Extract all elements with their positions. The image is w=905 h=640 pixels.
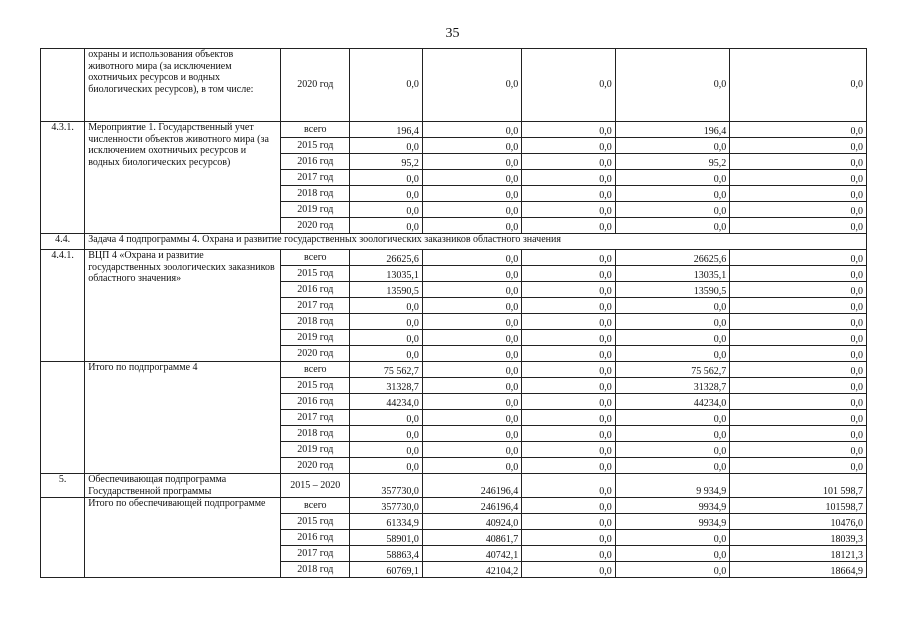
period-cell: 2020 год	[281, 458, 350, 474]
value-cell: 10476,0	[730, 514, 867, 530]
value-cell: 0,0	[730, 154, 867, 170]
period-cell: 2017 год	[281, 298, 350, 314]
period-cell: 2020 год	[281, 49, 350, 122]
period-cell: всего	[281, 122, 350, 138]
period-cell: 2017 год	[281, 170, 350, 186]
value-cell: 0,0	[350, 330, 422, 346]
row-code	[41, 362, 85, 474]
value-cell: 0,0	[422, 250, 521, 266]
value-cell: 357730,0	[350, 474, 422, 498]
value-cell: 0,0	[730, 426, 867, 442]
value-cell: 0,0	[422, 170, 521, 186]
value-cell: 0,0	[730, 458, 867, 474]
value-cell: 0,0	[730, 170, 867, 186]
value-cell: 0,0	[730, 138, 867, 154]
row-name: Мероприятие 1. Государственный учет численности объектов животного мира (за исключением охотничьих ресурсов и водных биологических ресурсов)	[85, 122, 281, 234]
value-cell: 246196,4	[422, 498, 521, 514]
value-cell: 0,0	[422, 330, 521, 346]
value-cell: 0,0	[615, 170, 730, 186]
value-cell: 0,0	[350, 458, 422, 474]
value-cell: 18121,3	[730, 546, 867, 562]
value-cell: 40742,1	[422, 546, 521, 562]
period-cell: 2019 год	[281, 442, 350, 458]
row-name: Итого по обеспечивающей подпрограмме	[85, 498, 281, 578]
value-cell: 0,0	[522, 458, 615, 474]
row-code: 5.	[41, 474, 85, 498]
value-cell: 0,0	[350, 202, 422, 218]
value-cell: 0,0	[422, 458, 521, 474]
value-cell: 0,0	[615, 546, 730, 562]
value-cell: 196,4	[615, 122, 730, 138]
value-cell: 0,0	[422, 410, 521, 426]
value-cell: 18664,9	[730, 562, 867, 578]
value-cell: 0,0	[615, 346, 730, 362]
period-cell: 2018 год	[281, 314, 350, 330]
value-cell: 0,0	[522, 154, 615, 170]
value-cell: 0,0	[350, 314, 422, 330]
value-cell: 0,0	[615, 298, 730, 314]
value-cell: 0,0	[422, 394, 521, 410]
value-cell: 0,0	[422, 346, 521, 362]
table-row	[41, 250, 867, 266]
value-cell: 101598,7	[730, 498, 867, 514]
value-cell: 0,0	[350, 170, 422, 186]
value-cell: 9934,9	[615, 498, 730, 514]
value-cell: 0,0	[422, 186, 521, 202]
value-cell: 95,2	[615, 154, 730, 170]
value-cell: 0,0	[615, 202, 730, 218]
table-row	[41, 498, 867, 514]
period-cell: 2020 год	[281, 218, 350, 234]
value-cell: 0,0	[422, 378, 521, 394]
value-cell: 0,0	[730, 202, 867, 218]
value-cell: 13590,5	[350, 282, 422, 298]
value-cell: 0,0	[422, 314, 521, 330]
value-cell: 0,0	[522, 170, 615, 186]
value-cell: 42104,2	[422, 562, 521, 578]
value-cell: 0,0	[522, 378, 615, 394]
value-cell: 0,0	[522, 426, 615, 442]
value-cell: 0,0	[422, 282, 521, 298]
table-row	[41, 362, 867, 378]
task-title: Задача 4 подпрограммы 4. Охрана и развитие государственных зоологических заказников областного значения	[85, 234, 867, 250]
value-cell: 26625,6	[615, 250, 730, 266]
value-cell: 13590,5	[615, 282, 730, 298]
period-cell: 2019 год	[281, 202, 350, 218]
value-cell: 0,0	[522, 314, 615, 330]
value-cell: 13035,1	[615, 266, 730, 282]
value-cell: 0,0	[350, 186, 422, 202]
value-cell: 0,0	[422, 218, 521, 234]
value-cell: 0,0	[422, 362, 521, 378]
value-cell: 0,0	[422, 138, 521, 154]
value-cell: 0,0	[615, 410, 730, 426]
value-cell: 0,0	[350, 410, 422, 426]
period-cell: 2017 год	[281, 410, 350, 426]
value-cell: 0,0	[522, 514, 615, 530]
value-cell: 0,0	[730, 346, 867, 362]
value-cell: 0,0	[350, 218, 422, 234]
period-cell: 2019 год	[281, 330, 350, 346]
value-cell: 0,0	[522, 250, 615, 266]
value-cell: 0,0	[522, 362, 615, 378]
value-cell: 75 562,7	[615, 362, 730, 378]
table-row	[41, 234, 867, 250]
value-cell: 0,0	[615, 138, 730, 154]
value-cell: 0,0	[615, 426, 730, 442]
value-cell: 0,0	[522, 282, 615, 298]
period-cell: 2017 год	[281, 546, 350, 562]
value-cell: 0,0	[422, 122, 521, 138]
value-cell: 0,0	[422, 298, 521, 314]
period-cell: 2016 год	[281, 394, 350, 410]
period-cell: 2015 год	[281, 138, 350, 154]
value-cell: 0,0	[522, 298, 615, 314]
value-cell: 0,0	[615, 314, 730, 330]
value-cell: 0,0	[730, 49, 867, 122]
value-cell: 95,2	[350, 154, 422, 170]
row-code	[41, 49, 85, 122]
value-cell: 0,0	[730, 250, 867, 266]
value-cell: 44234,0	[350, 394, 422, 410]
value-cell: 0,0	[522, 49, 615, 122]
value-cell: 0,0	[522, 530, 615, 546]
value-cell: 0,0	[422, 426, 521, 442]
value-cell: 0,0	[522, 266, 615, 282]
value-cell: 0,0	[522, 218, 615, 234]
value-cell: 0,0	[522, 202, 615, 218]
value-cell: 61334,9	[350, 514, 422, 530]
value-cell: 26625,6	[350, 250, 422, 266]
value-cell: 0,0	[522, 394, 615, 410]
value-cell: 0,0	[350, 346, 422, 362]
value-cell: 0,0	[615, 218, 730, 234]
value-cell: 9 934,9	[615, 474, 730, 498]
value-cell: 0,0	[730, 394, 867, 410]
value-cell: 0,0	[350, 49, 422, 122]
period-cell: всего	[281, 498, 350, 514]
value-cell: 246196,4	[422, 474, 521, 498]
table-row	[41, 49, 867, 122]
row-code: 4.4.	[41, 234, 85, 250]
value-cell: 31328,7	[615, 378, 730, 394]
value-cell: 0,0	[615, 330, 730, 346]
value-cell: 60769,1	[350, 562, 422, 578]
period-cell: 2016 год	[281, 530, 350, 546]
page-number: 35	[445, 26, 460, 41]
value-cell: 9934,9	[615, 514, 730, 530]
value-cell: 0,0	[615, 442, 730, 458]
budget-table	[40, 48, 867, 578]
value-cell: 13035,1	[350, 266, 422, 282]
value-cell: 18039,3	[730, 530, 867, 546]
period-cell: 2015 год	[281, 514, 350, 530]
value-cell: 0,0	[522, 498, 615, 514]
value-cell: 0,0	[522, 330, 615, 346]
value-cell: 0,0	[422, 266, 521, 282]
value-cell: 0,0	[350, 426, 422, 442]
value-cell: 40924,0	[422, 514, 521, 530]
value-cell: 0,0	[522, 138, 615, 154]
value-cell: 0,0	[522, 442, 615, 458]
value-cell: 0,0	[522, 562, 615, 578]
period-cell: всего	[281, 250, 350, 266]
value-cell: 0,0	[730, 282, 867, 298]
value-cell: 0,0	[350, 298, 422, 314]
value-cell: 0,0	[730, 218, 867, 234]
value-cell: 0,0	[522, 546, 615, 562]
value-cell: 0,0	[730, 314, 867, 330]
period-cell: всего	[281, 362, 350, 378]
value-cell: 0,0	[522, 410, 615, 426]
value-cell: 58901,0	[350, 530, 422, 546]
period-cell: 2016 год	[281, 154, 350, 170]
value-cell: 0,0	[730, 362, 867, 378]
value-cell: 0,0	[730, 186, 867, 202]
value-cell: 0,0	[730, 378, 867, 394]
value-cell: 0,0	[615, 49, 730, 122]
row-code	[41, 498, 85, 578]
value-cell: 31328,7	[350, 378, 422, 394]
row-name: ВЦП 4 «Охрана и развитие государственных зоологических заказников областного значения»	[85, 250, 281, 362]
value-cell: 0,0	[522, 122, 615, 138]
value-cell: 44234,0	[615, 394, 730, 410]
value-cell: 75 562,7	[350, 362, 422, 378]
value-cell: 0,0	[350, 138, 422, 154]
period-cell: 2020 год	[281, 346, 350, 362]
row-code: 4.4.1.	[41, 250, 85, 362]
period-cell: 2015 год	[281, 266, 350, 282]
value-cell: 58863,4	[350, 546, 422, 562]
table-row	[41, 122, 867, 138]
value-cell: 196,4	[350, 122, 422, 138]
value-cell: 0,0	[522, 474, 615, 498]
value-cell: 0,0	[730, 266, 867, 282]
value-cell: 0,0	[730, 298, 867, 314]
value-cell: 0,0	[615, 530, 730, 546]
value-cell: 0,0	[615, 562, 730, 578]
row-name: Итого по подпрограмме 4	[85, 362, 281, 474]
value-cell: 0,0	[522, 186, 615, 202]
value-cell: 0,0	[422, 154, 521, 170]
period-cell: 2018 год	[281, 186, 350, 202]
value-cell: 0,0	[615, 458, 730, 474]
value-cell: 0,0	[615, 186, 730, 202]
value-cell: 0,0	[422, 202, 521, 218]
row-code: 4.3.1.	[41, 122, 85, 234]
period-cell: 2018 год	[281, 426, 350, 442]
value-cell: 0,0	[730, 122, 867, 138]
value-cell: 40861,7	[422, 530, 521, 546]
value-cell: 0,0	[522, 346, 615, 362]
value-cell: 0,0	[350, 442, 422, 458]
row-name: Обеспечивающая подпрограмма Государственной программы	[85, 474, 281, 498]
value-cell: 0,0	[730, 442, 867, 458]
value-cell: 0,0	[730, 410, 867, 426]
period-cell: 2018 год	[281, 562, 350, 578]
period-cell: 2015 – 2020	[281, 474, 350, 498]
value-cell: 0,0	[422, 442, 521, 458]
value-cell: 101 598,7	[730, 474, 867, 498]
table-row	[41, 474, 867, 498]
period-cell: 2016 год	[281, 282, 350, 298]
period-cell: 2015 год	[281, 378, 350, 394]
value-cell: 0,0	[730, 330, 867, 346]
value-cell: 357730,0	[350, 498, 422, 514]
value-cell: 0,0	[422, 49, 521, 122]
row-name: охраны и использования объектов животного мира (за исключением охотничьих ресурсов и водных биологических ресурсов), в том числе:	[85, 49, 281, 122]
